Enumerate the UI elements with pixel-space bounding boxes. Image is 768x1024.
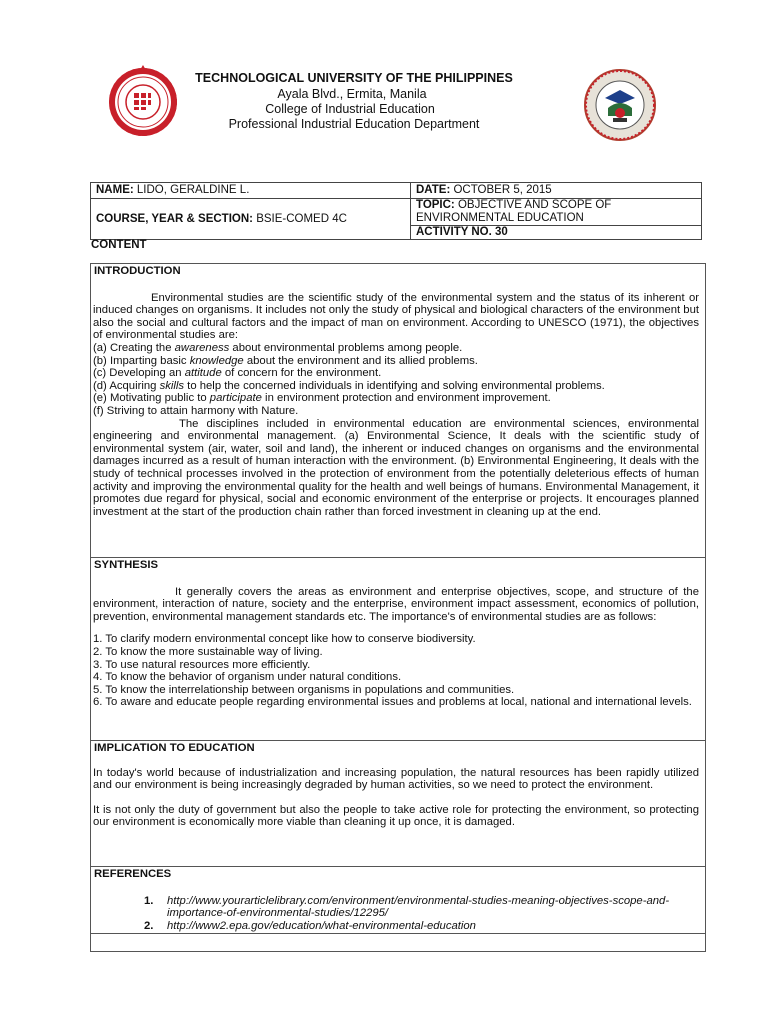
implication-section <box>91 741 705 867</box>
activity-cell <box>411 226 702 240</box>
objective-item: (e) Motivating public to participate in environment protection and environment improvement. <box>93 392 551 405</box>
synthesis-heading: SYNTHESIS <box>94 559 159 571</box>
date-cell <box>411 183 702 199</box>
references-section <box>91 867 705 934</box>
importance-item: 5. To know the interrelationship between organisms in populations and communities. <box>93 683 515 696</box>
name-value: LIDO, GERALDINE L. <box>136 184 250 196</box>
content-box <box>90 263 706 952</box>
name-label: NAME: <box>96 184 134 196</box>
reference-number: 2. <box>144 919 154 932</box>
name-cell <box>91 183 411 199</box>
references-heading: REFERENCES <box>94 868 172 880</box>
content-label: CONTENT <box>91 239 147 251</box>
activity-number: ACTIVITY NO. 30 <box>416 226 508 238</box>
course-label: COURSE, YEAR & SECTION: <box>96 212 253 225</box>
objective-item: (b) Imparting basic knowledge about the environment and its allied problems. <box>93 354 478 367</box>
objectives-list <box>93 342 699 418</box>
implication-heading: IMPLICATION TO EDUCATION <box>94 742 255 754</box>
date-value: OCTOBER 5, 2015 <box>453 184 552 196</box>
topic-label: TOPIC: <box>416 199 455 211</box>
course-cell <box>91 199 411 240</box>
reference-link[interactable]: http://www2.epa.gov/education/what-environmental-education <box>167 919 476 932</box>
importance-item: 4. To know the behavior of organism under natural conditions. <box>93 671 402 684</box>
importance-item: 3. To use natural resources more efficiently. <box>93 658 311 671</box>
department-name: Professional Industrial Education Department <box>228 117 480 131</box>
references-list <box>93 895 699 933</box>
synthesis-section <box>91 558 705 741</box>
objective-item: (c) Developing an attitude of concern for the environment. <box>93 367 382 380</box>
importance-item: 1. To clarify modern environmental concept like how to conserve biodiversity. <box>93 633 476 646</box>
university-name: TECHNOLOGICAL UNIVERSITY OF THE PHILIPPINES <box>195 71 513 85</box>
university-address: Ayala Blvd., Ermita, Manila <box>277 87 427 101</box>
reference-item <box>93 895 699 920</box>
topic-cell <box>411 199 702 226</box>
topic-value: OBJECTIVE AND SCOPE OF ENVIRONMENTAL EDUCATION <box>416 199 612 224</box>
importance-item: 2. To know the more sustainable way of living. <box>93 645 323 658</box>
importance-list <box>93 633 699 709</box>
importance-item: 6. To aware and educate people regarding environmental issues and problems at local, national and international levels. <box>93 696 692 709</box>
student-info-table <box>90 182 702 240</box>
reference-link[interactable]: http://www.yourarticlelibrary.com/environment/environmental-studies-meaning-objectives-scope-and-importance-of-environmental-studies/12295/ <box>167 894 670 920</box>
objective-item: (d) Acquiring skills to help the concerned individuals in identifying and solving environmental problems. <box>93 379 605 392</box>
date-label: DATE: <box>416 184 451 196</box>
implication-paragraph-1: In today's world because of industrialization and increasing population, the natural resources has been rapidly utilized and our environment is being increasingly degraded by human activities, so we need to protect the environment. <box>93 766 699 792</box>
reference-number: 1. <box>144 894 154 907</box>
objective-item: (f) Striving to attain harmony with Nature. <box>93 404 299 417</box>
introduction-paragraph-2: The disciplines included in environmental education are environmental sciences, environmental engineering and environmental management. (a) Environmental Science, It deals with the scientific study of environmental system (air, water, soil and land), the inherent or induced changes on organisms and the environmental damages incurred as a result of human interaction with the environment. (b) Environmental Engineering, It deals with the study of technical processes involved in the protection of environment from the potentially deleterious effects of human activity and improving the environmental quality for the health and well beings of humans. Environmental Management, it promotes due regard for physical, social and economic environment of the enterprise or projects. It encourages planned investment at the start of the production chain rather than forced investment in cleaning up at the end. <box>93 417 699 518</box>
introduction-paragraph-1: Environmental studies are the scientific study of the environmental system and the status of its inherent or induced changes on organisms. It includes not only the study of physical and biological characters of the environment but also the social and cultural factors and the impact of man on environment. According to UNESCO (1971), the objectives of environmental studies are: <box>93 291 699 342</box>
college-name: College of Industrial Education <box>265 102 435 116</box>
implication-paragraph-2: It is not only the duty of government but also the people to take active role for protecting the environment, so protecting our environment is economically more viable than cleaning it up once, it is damaged. <box>93 803 699 829</box>
synthesis-paragraph: It generally covers the areas as environment and enterprise objectives, scope, and structure of the environment, interaction of nature, society and the enterprise, environment impact assessment, economics of pollution, prevention, environmental management standards etc. The importance's of environmental studies are as follows: <box>93 585 699 623</box>
empty-row <box>91 934 705 951</box>
introduction-section <box>91 264 705 558</box>
reference-item <box>93 920 699 933</box>
course-value: BSIE-COMED 4C <box>256 212 347 225</box>
objective-item: (a) Creating the awareness about environmental problems among people. <box>93 341 463 354</box>
introduction-heading: INTRODUCTION <box>94 265 181 277</box>
